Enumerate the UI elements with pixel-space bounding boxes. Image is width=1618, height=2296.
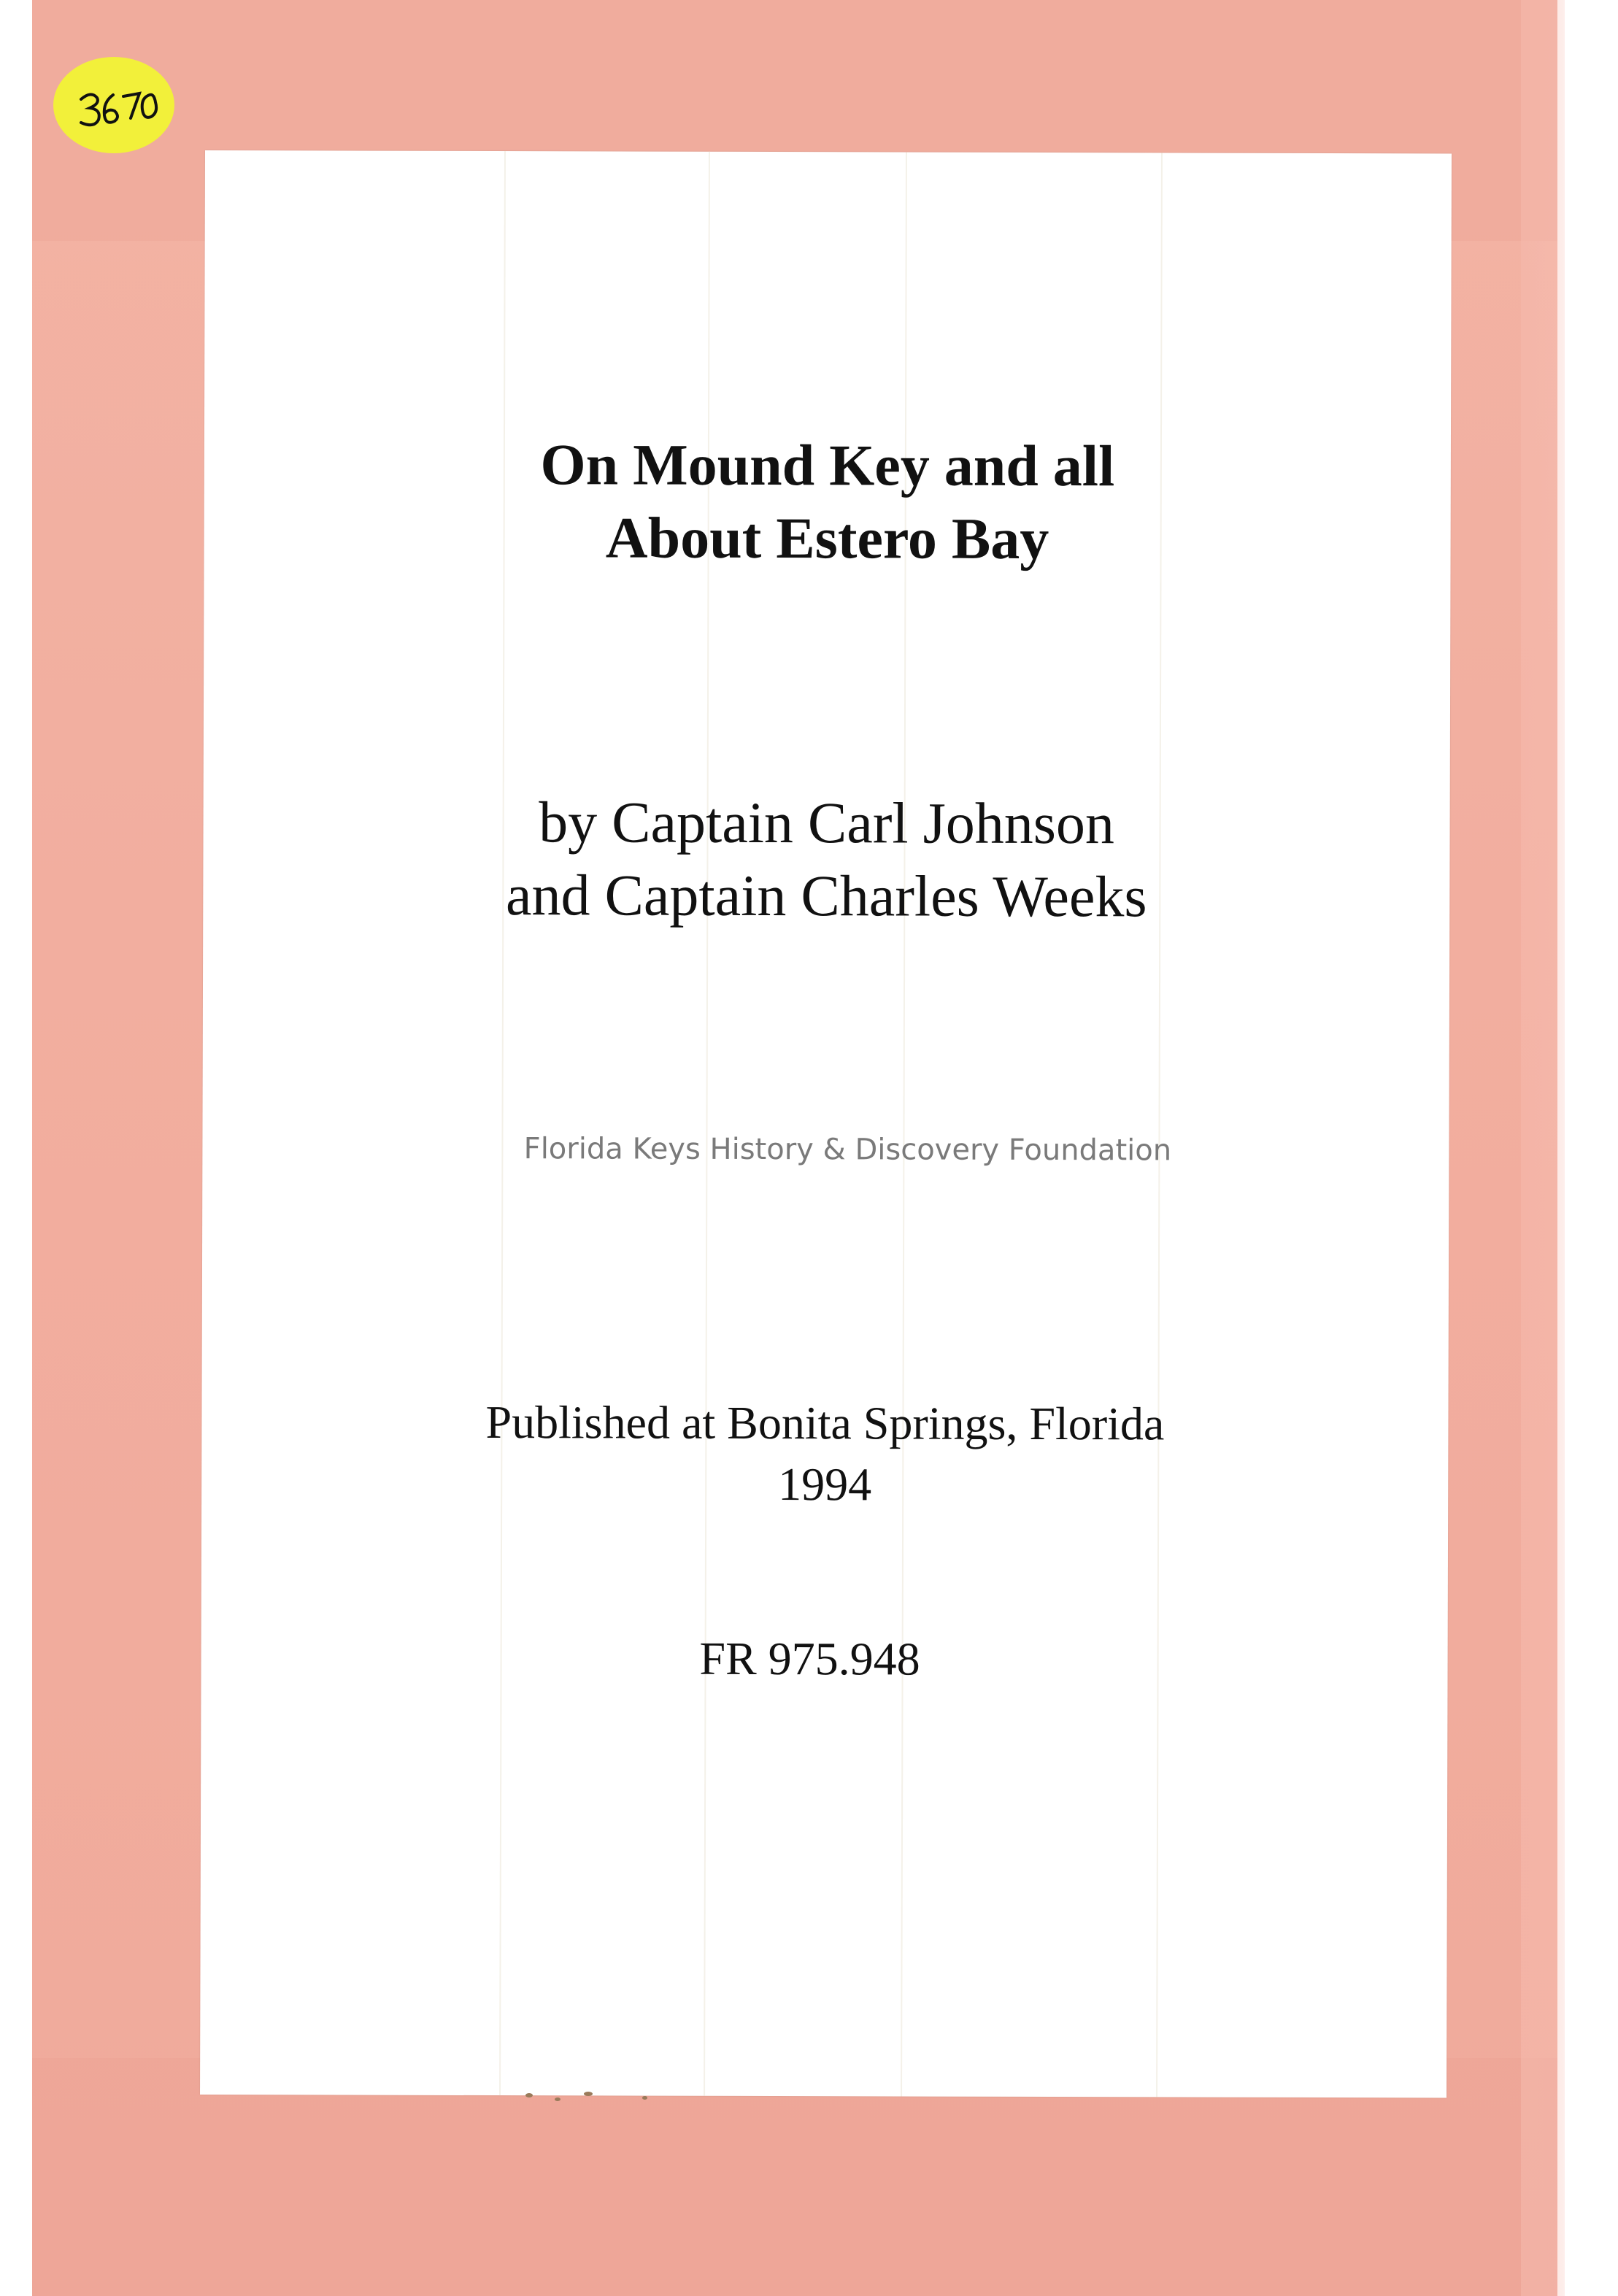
author-line-1: by Captain Carl Johnson	[539, 790, 1115, 857]
paper-speck	[642, 2096, 647, 2100]
paper-speck	[525, 2093, 533, 2097]
publisher-line: Published at Bonita Springs, Florida	[485, 1396, 1165, 1450]
title-line-2: About Estero Bay	[605, 506, 1049, 572]
author-line-2: and Captain Charles Weeks	[505, 863, 1147, 930]
book-title	[204, 428, 1451, 577]
folder-edge	[1521, 0, 1565, 2296]
paper-speck	[584, 2092, 593, 2096]
paper-speck	[555, 2097, 560, 2101]
foundation-watermark: Florida Keys History & Discovery Foundation	[523, 1132, 1172, 1168]
publication-info	[201, 1391, 1448, 1517]
handwritten-number	[53, 57, 174, 153]
call-number: FR 975.948	[699, 1632, 920, 1685]
title-line-1: On Mound Key and all	[540, 433, 1115, 499]
inventory-number-sticker	[53, 57, 174, 153]
authors	[203, 785, 1450, 934]
publication-year: 1994	[778, 1458, 872, 1511]
title-page	[200, 150, 1452, 2097]
